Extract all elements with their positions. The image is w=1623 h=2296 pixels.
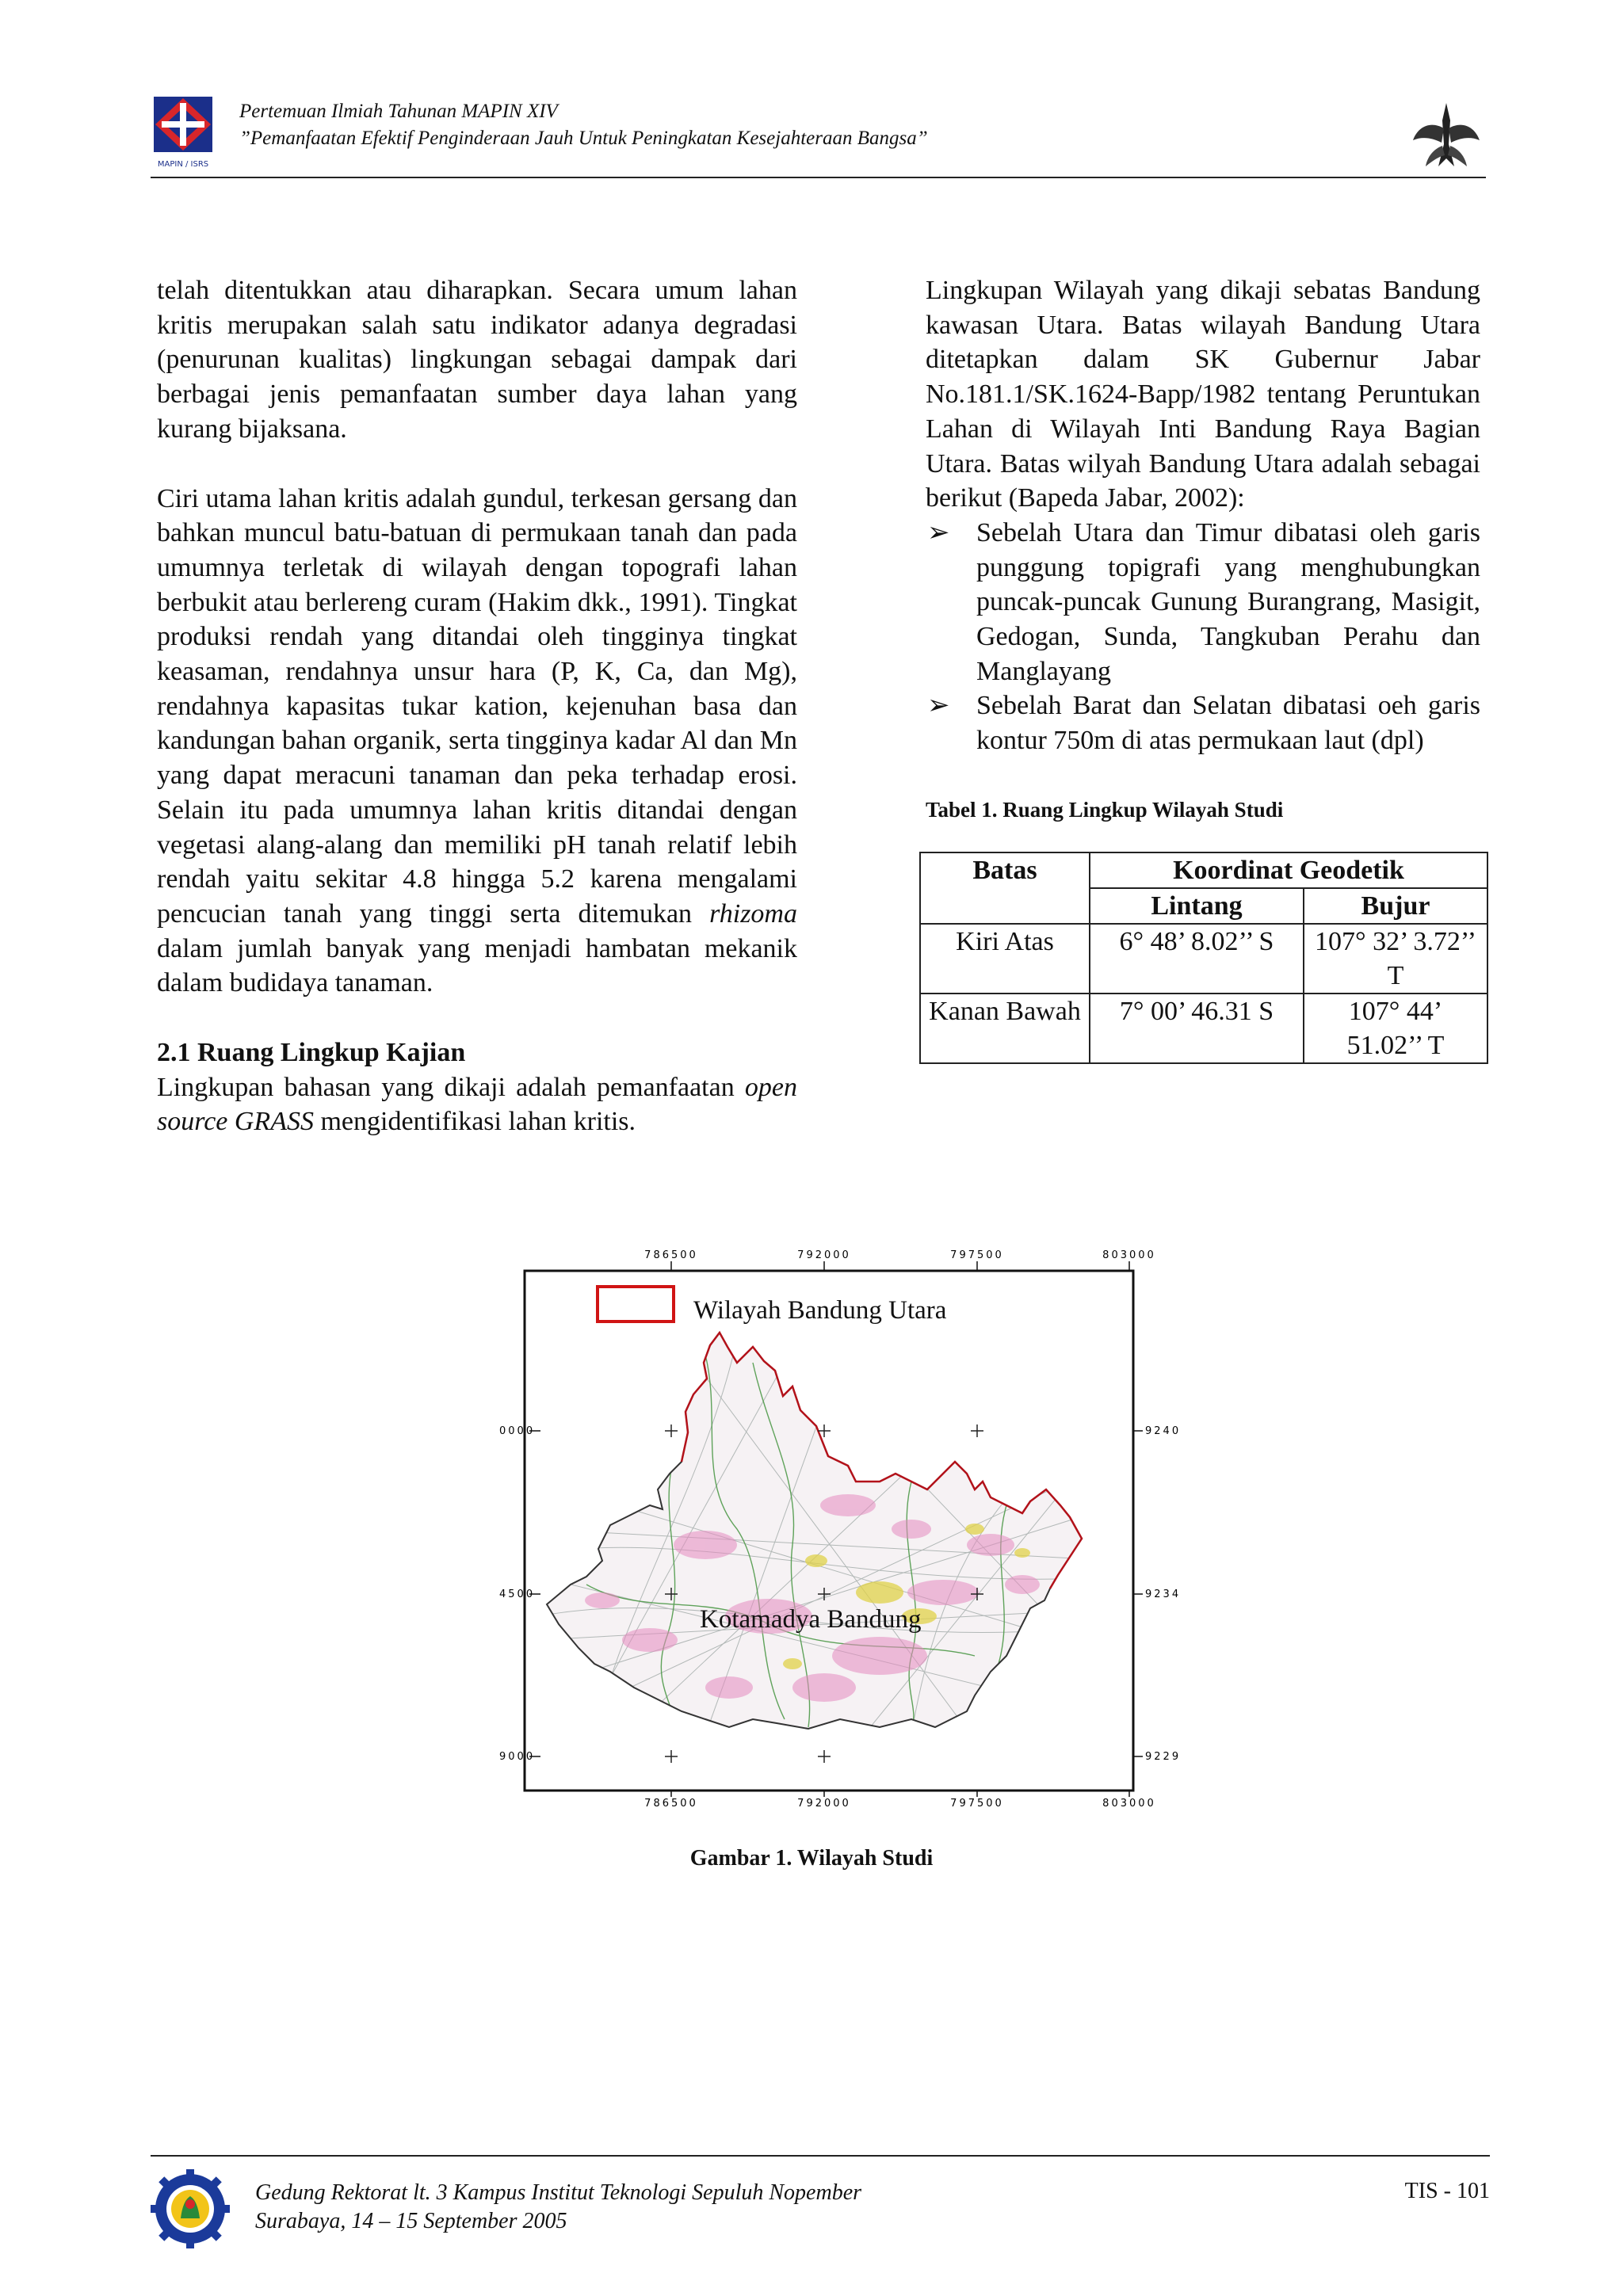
cell-batas: Kanan Bawah (920, 994, 1090, 1063)
its-gear-logo-icon (151, 2169, 230, 2248)
figure-caption: Gambar 1. Wilayah Studi (689, 1846, 934, 1871)
paragraph-lingkupan-wilayah: Lingkupan Wilayah yang dikaji sebatas Bandung kawasan Utara. Batas wilayah Bandung Utara ditetapkan dalam SK Gubernur Jabar No.181.1/SK.1624-Bapp/1982 tentang Peruntukan Lahan di Wilayah Inti Bandung Raya Bagian Utara. Batas wilyah Bandung Utara adalah sebagai berikut (Bapeda Jabar, 2002): (926, 276, 1480, 513)
label-north-region: Wilayah Bandung Utara (693, 1296, 947, 1325)
left-column (157, 273, 797, 1139)
x-tick-top: 803000 (1102, 1249, 1156, 1261)
paragraph-lingkupan: Lingkupan bahasan yang dikaji adalah pemanfaatan open source GRASS mengidentifikasi lahan kritis. (157, 1072, 798, 1137)
header-line-1: Pertemuan Ilmiah Tahunan MAPIN XIV (239, 101, 558, 122)
x-tick-top: 792000 (797, 1249, 851, 1261)
footer-text (255, 2179, 861, 2236)
table-row (920, 924, 1487, 994)
cell-lintang: 7° 00’ 46.31 S (1090, 994, 1304, 1063)
term-rhizoma: rhizoma (709, 898, 797, 929)
header-koordinat: Koordinat Geodetik (1090, 852, 1487, 888)
footer-line-2: Surabaya, 14 – 15 September 2005 (255, 2209, 567, 2233)
y-tick-right: 9234 (1145, 1589, 1181, 1600)
y-tick-left: 4500 (499, 1589, 536, 1600)
table-row (920, 852, 1487, 888)
mapin-logo (151, 95, 216, 174)
header-bujur: Bujur (1304, 888, 1487, 924)
page-number: TIS - 101 (1404, 2179, 1490, 2203)
table-row (920, 994, 1487, 1063)
x-tick-bottom: 786500 (644, 1798, 698, 1810)
list-item: ➢ Sebelah Utara dan Timur dibatasi oleh garis punggung topigrafi yang menghubungkan puncak-puncak Gunung Burangrang, Masigit, Gedogan, Sunda, Tangkuban Perahu dan Manglayang (926, 516, 1480, 689)
footer-rule (151, 2155, 1490, 2157)
label-city: Kotamadya Bandung (700, 1605, 922, 1634)
y-tick-right: 9240 (1145, 1425, 1181, 1437)
header-rule (151, 177, 1486, 178)
page-header (151, 87, 1486, 178)
x-tick-bottom: 797500 (950, 1798, 1004, 1810)
coordinates-table (919, 852, 1488, 1064)
paragraph-lahan-kritis: telah ditentukkan atau diharapkan. Secara umum lahan kritis merupakan salah satu indikator adanya degradasi (penurunan kualitas) lingkungan sebagai dampak dari berbagai jenis pemanfaatan sumber daya lahan yang kurang bijaksana. (157, 276, 797, 444)
header-text (239, 98, 928, 152)
arrow-bullet-icon: ➢ (927, 691, 950, 721)
header-lintang: Lintang (1090, 888, 1304, 924)
y-tick-left: 9000 (499, 1751, 536, 1763)
wayang-emblem-icon (1407, 97, 1486, 176)
y-tick-left: 0000 (499, 1425, 536, 1437)
city-texture (525, 1271, 1133, 1791)
term-grass: open source GRASS (157, 1072, 798, 1137)
cell-bujur: 107° 32’ 3.72’’ T (1304, 924, 1487, 994)
paragraph-ciri-utama: Ciri utama lahan kritis adalah gundul, terkesan gersang dan bahkan muncul batu-batuan di permukaan tanah dan pada umumnya terletak di wilayah dengan topografi lahan berbukit atau berlereng curam (Hakim dkk., 1991). Tingkat produksi rendah yang ditandai oleh tingginya tingkat keasaman, rendahnya unsur hara (P, K, Ca, dan Mg), rendahnya kapasitas tukar kation, kejenuhan basa dan kandungan bahan organik, serta tingginya kadar Al dan Mn yang dapat meracuni tanaman dan peka terhadap erosi. Selain itu pada umumnya lahan kritis ditandai dengan vegetasi alang-alang dan memiliki pH tanah relatif lebih rendah yaitu sekitar 4.8 hingga 5.2 karena mengalami pencucian tanah yang tinggi serta ditemukan rhizoma dalam jumlah banyak yang menjadi hambatan mekanik dalam budidaya tanaman. (157, 483, 797, 998)
header-batas: Batas (920, 852, 1090, 924)
north-region-marker (598, 1287, 674, 1322)
x-tick-top: 797500 (950, 1249, 1004, 1261)
cell-lintang: 6° 48’ 8.02’’ S (1090, 924, 1304, 994)
header-line-2: ”Pemanfaatan Efektif Penginderaan Jauh Untuk Peningkatan Kesejahteraan Bangsa” (239, 128, 928, 149)
footer-line-1: Gedung Rektorat lt. 3 Kampus Institut Teknologi Sepuluh Nopember (255, 2180, 862, 2205)
x-tick-top: 786500 (644, 1249, 698, 1261)
list-item: ➢ Sebelah Barat dan Selatan dibatasi oeh garis kontur 750m di atas permukaan laut (dpl) (926, 688, 1480, 757)
boundary-list (926, 516, 1480, 758)
arrow-bullet-icon: ➢ (927, 517, 950, 547)
cell-batas: Kiri Atas (920, 924, 1090, 994)
x-tick-bottom: 803000 (1102, 1798, 1156, 1810)
table-caption: Tabel 1. Ruang Lingkup Wilayah Studi (926, 797, 1284, 822)
study-area-map (468, 1244, 1181, 1814)
svg-text:MAPIN / ISRS: MAPIN / ISRS (157, 160, 209, 169)
section-title: 2.1 Ruang Lingkup Kajian (157, 1038, 466, 1068)
y-tick-right: 9229 (1145, 1751, 1181, 1763)
x-tick-bottom: 792000 (797, 1798, 851, 1810)
right-column (926, 273, 1480, 1064)
cell-bujur: 107° 44’ 51.02’’ T (1304, 994, 1487, 1063)
page-footer (151, 2155, 1490, 2250)
